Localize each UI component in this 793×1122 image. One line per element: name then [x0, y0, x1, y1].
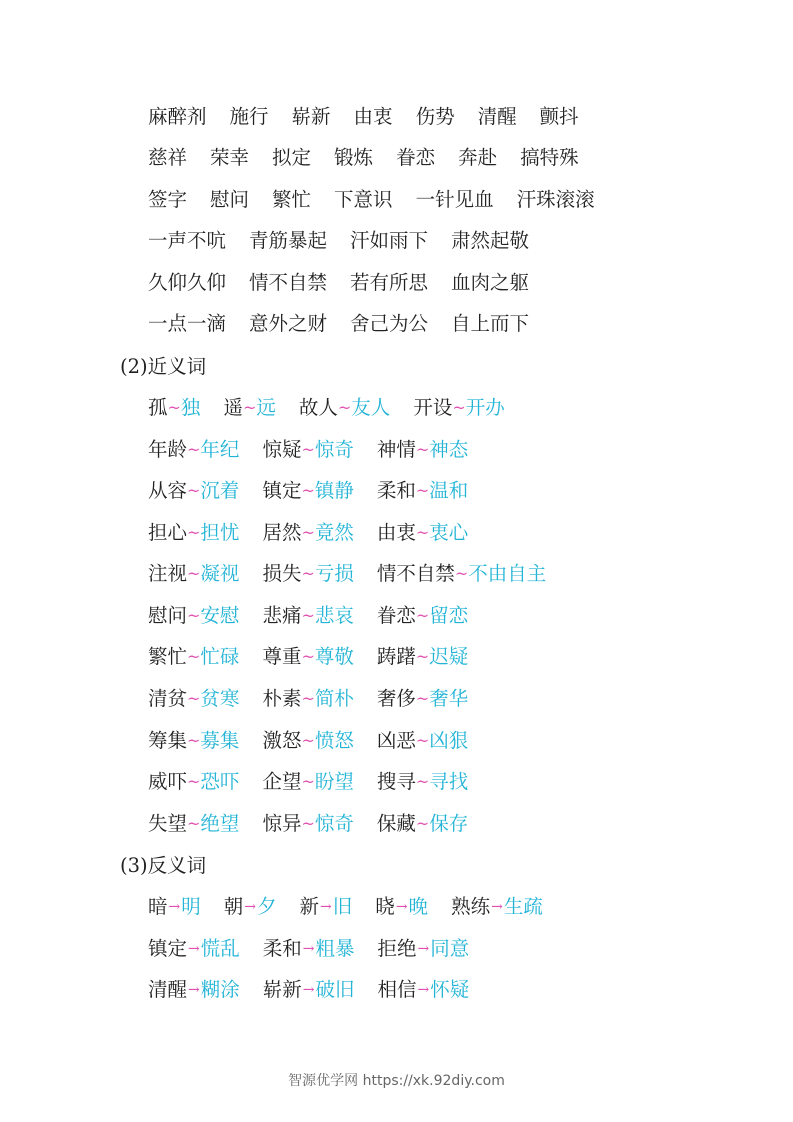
separator: → — [417, 941, 430, 957]
term: 注视 — [148, 562, 188, 585]
term: 暗 — [148, 895, 168, 918]
answer: 惊奇 — [314, 438, 354, 461]
synonyms-pair — [148, 435, 239, 466]
synonyms-pair — [148, 726, 239, 757]
answer: 镇静 — [314, 479, 354, 502]
term: 惊疑 — [262, 438, 302, 461]
synonyms-pair — [377, 767, 468, 798]
answer: 绝望 — [200, 812, 240, 835]
answer: 愤怒 — [314, 729, 354, 752]
vocab-line — [148, 185, 618, 215]
vocab-word: 清醒 — [477, 105, 517, 128]
vocab-word: 青筋暴起 — [249, 229, 328, 252]
synonyms-row — [148, 809, 491, 839]
term: 新 — [299, 895, 320, 918]
separator: → — [302, 941, 315, 957]
antonyms-pair — [451, 892, 543, 924]
separator: ~ — [187, 647, 201, 666]
vocab-word: 血肉之躯 — [451, 271, 530, 294]
separator: ~ — [337, 398, 352, 417]
vocab-word: 由衷 — [353, 105, 393, 128]
answer: 保存 — [429, 812, 469, 835]
separator: ~ — [452, 398, 466, 417]
synonyms-row — [148, 642, 491, 672]
vocab-word: 拟定 — [272, 146, 312, 169]
term: 晓 — [375, 895, 395, 918]
term: 故人 — [298, 396, 338, 419]
term: 居然 — [262, 521, 302, 544]
vocab-word: 一针见血 — [415, 188, 494, 211]
synonyms-pair — [262, 642, 353, 673]
separator: ~ — [415, 814, 430, 833]
term: 孤 — [148, 396, 168, 419]
synonyms-row — [148, 726, 491, 756]
vocab-word: 舍己为公 — [350, 312, 429, 335]
synonyms-pair — [148, 476, 239, 507]
antonyms-pair — [148, 892, 201, 924]
separator: ~ — [187, 814, 201, 833]
synonyms-row — [148, 435, 491, 465]
answer: 担忧 — [200, 521, 240, 544]
antonyms-pair — [148, 934, 240, 966]
synonyms-pair — [262, 518, 353, 549]
answer: 沉着 — [200, 479, 240, 502]
term: 镇定 — [262, 479, 302, 502]
vocab-word: 施行 — [229, 105, 269, 128]
synonyms-pair — [262, 684, 353, 715]
vocab-word: 崭新 — [291, 105, 331, 128]
term: 奢侈 — [376, 687, 416, 710]
synonyms-pair — [377, 435, 468, 466]
separator: ~ — [301, 440, 315, 459]
answer: 神态 — [429, 438, 469, 461]
term: 凶恶 — [376, 729, 416, 752]
answer: 凶狠 — [429, 729, 469, 752]
vocab-word: 慰问 — [210, 188, 250, 211]
synonyms-pair — [377, 476, 468, 507]
synonyms-pair — [413, 393, 504, 424]
separator: → — [188, 941, 200, 957]
synonyms-pair — [148, 393, 200, 424]
separator: ~ — [415, 523, 430, 542]
answer: 温和 — [429, 479, 469, 502]
answer: 开办 — [465, 396, 505, 419]
synonyms-row — [148, 518, 491, 548]
term: 拒绝 — [377, 937, 417, 960]
answer: 远 — [256, 396, 276, 419]
answer: 破旧 — [315, 978, 355, 1001]
separator: ~ — [415, 481, 430, 500]
answer: 衷心 — [429, 521, 469, 544]
separator: → — [302, 982, 315, 998]
vocab-line — [148, 102, 602, 132]
term: 情不自禁 — [376, 562, 455, 585]
separator: ~ — [167, 398, 181, 417]
synonyms-pair — [299, 393, 390, 424]
term: 开设 — [413, 396, 453, 419]
separator: ~ — [301, 647, 315, 666]
term: 筹集 — [148, 729, 188, 752]
vocab-word: 一声不吭 — [148, 229, 227, 252]
antonyms-row — [148, 934, 492, 964]
term: 保藏 — [376, 812, 416, 835]
answer: 生疏 — [503, 895, 543, 918]
answer: 简朴 — [314, 687, 354, 710]
separator: ~ — [415, 440, 430, 459]
separator: ~ — [187, 772, 201, 791]
synonyms-pair — [223, 393, 275, 424]
answer: 晚 — [408, 895, 429, 918]
separator: ~ — [415, 772, 430, 791]
separator: ~ — [187, 731, 201, 750]
vocab-line — [148, 268, 552, 298]
term: 柔和 — [376, 479, 416, 502]
term: 担心 — [148, 521, 188, 544]
separator: → — [188, 982, 200, 998]
answer: 怀疑 — [430, 978, 470, 1001]
answer: 旧 — [332, 895, 353, 918]
term: 清贫 — [148, 687, 188, 710]
vocab-word: 奔赴 — [458, 146, 498, 169]
synonyms-pair — [262, 726, 353, 757]
vocab-word: 久仰久仰 — [148, 271, 227, 294]
separator: ~ — [415, 731, 430, 750]
answer: 恐吓 — [200, 770, 240, 793]
synonyms-heading: (2)近义词 — [120, 355, 207, 378]
answer: 安慰 — [200, 604, 240, 627]
term: 慰问 — [148, 604, 188, 627]
term: 激怒 — [262, 729, 302, 752]
answer: 竟然 — [314, 521, 354, 544]
separator: ~ — [301, 772, 315, 791]
answer: 奢华 — [429, 687, 469, 710]
synonyms-pair — [148, 518, 239, 549]
separator: ~ — [301, 481, 315, 500]
answer: 惊奇 — [314, 812, 354, 835]
synonyms-pair — [148, 601, 239, 632]
separator: ~ — [415, 647, 430, 666]
synonyms-pair — [148, 559, 239, 590]
antonyms-pair — [263, 975, 355, 1007]
separator: ~ — [301, 689, 315, 708]
answer: 年纪 — [200, 438, 240, 461]
answer: 悲哀 — [314, 604, 354, 627]
synonyms-row — [148, 684, 491, 714]
term: 年龄 — [148, 438, 188, 461]
vocab-word: 繁忙 — [272, 188, 312, 211]
term: 从容 — [148, 479, 188, 502]
vocab-word: 慈祥 — [148, 146, 188, 169]
answer: 尊敬 — [314, 645, 354, 668]
answer: 寻找 — [429, 770, 469, 793]
antonyms-pair — [378, 934, 470, 966]
vocab-word: 情不自禁 — [249, 271, 328, 294]
answer: 募集 — [200, 729, 240, 752]
synonyms-pair — [148, 809, 239, 840]
term: 繁忙 — [148, 645, 188, 668]
synonyms-row — [148, 767, 491, 797]
synonyms-pair — [377, 601, 468, 632]
answer: 盼望 — [314, 770, 354, 793]
separator: → — [395, 899, 408, 915]
separator: ~ — [187, 523, 201, 542]
separator: ~ — [415, 689, 430, 708]
answer: 慌乱 — [200, 937, 240, 960]
answer: 同意 — [430, 937, 470, 960]
separator: ~ — [415, 606, 430, 625]
term: 威吓 — [148, 770, 188, 793]
term: 悲痛 — [262, 604, 302, 627]
synonyms-pair — [148, 642, 239, 673]
separator: → — [168, 899, 181, 915]
term: 相信 — [377, 978, 417, 1001]
synonyms-pair — [377, 809, 468, 840]
vocab-word: 自上而下 — [451, 312, 530, 335]
separator: ~ — [301, 814, 315, 833]
separator: ~ — [187, 606, 201, 625]
answer: 友人 — [351, 396, 391, 419]
term: 清醒 — [148, 978, 188, 1001]
answer: 亏损 — [314, 562, 354, 585]
term: 损失 — [262, 562, 302, 585]
term: 尊重 — [262, 645, 302, 668]
answer: 夕 — [257, 895, 277, 918]
term: 踌躇 — [376, 645, 416, 668]
antonyms-pair — [224, 892, 277, 924]
synonyms-pair — [262, 809, 353, 840]
answer: 明 — [181, 895, 201, 918]
vocab-word: 锻炼 — [334, 146, 374, 169]
synonyms-row — [148, 559, 569, 589]
vocab-word: 若有所思 — [350, 271, 429, 294]
vocab-word: 眷恋 — [396, 146, 436, 169]
separator: → — [244, 899, 257, 915]
answer: 凝视 — [200, 562, 240, 585]
separator: ~ — [242, 398, 257, 417]
vocab-word: 汗如雨下 — [350, 229, 429, 252]
term: 镇定 — [148, 937, 188, 960]
separator: ~ — [301, 731, 315, 750]
synonyms-row — [148, 476, 491, 506]
vocab-line — [148, 226, 552, 256]
term: 失望 — [148, 812, 188, 835]
vocab-line — [148, 143, 602, 173]
separator: ~ — [301, 564, 315, 583]
term: 崭新 — [262, 978, 302, 1001]
separator: ~ — [187, 440, 201, 459]
vocab-word: 一点一滴 — [148, 312, 227, 335]
antonyms-pair — [263, 934, 355, 966]
antonyms-row — [148, 975, 492, 1005]
answer: 不由自主 — [468, 562, 547, 585]
answer: 迟疑 — [429, 645, 469, 668]
separator: ~ — [187, 564, 201, 583]
synonyms-pair — [377, 684, 468, 715]
term: 由衷 — [376, 521, 416, 544]
synonyms-pair — [377, 642, 468, 673]
separator: → — [417, 982, 430, 998]
synonyms-row — [148, 393, 528, 423]
term: 神情 — [376, 438, 416, 461]
term: 遥 — [223, 396, 243, 419]
separator: → — [320, 899, 332, 915]
synonyms-pair — [148, 684, 239, 715]
term: 眷恋 — [376, 604, 416, 627]
vocab-word: 麻醉剂 — [148, 105, 207, 128]
antonyms-pair — [375, 892, 428, 924]
answer: 粗暴 — [315, 937, 355, 960]
vocab-word: 意外之财 — [249, 312, 328, 335]
synonyms-pair — [377, 726, 468, 757]
separator: ~ — [301, 606, 315, 625]
synonyms-pair — [377, 559, 546, 590]
vocab-word: 下意识 — [334, 188, 393, 211]
vocab-word: 搞特殊 — [520, 146, 579, 169]
synonyms-row — [148, 601, 491, 631]
answer: 留恋 — [429, 604, 469, 627]
separator: ~ — [454, 564, 469, 583]
vocab-word: 颤抖 — [539, 105, 579, 128]
answer: 忙碌 — [200, 645, 240, 668]
synonyms-pair — [148, 767, 239, 798]
term: 企望 — [262, 770, 302, 793]
term: 朴素 — [262, 687, 302, 710]
vocab-line — [148, 309, 552, 339]
answer: 贫寒 — [200, 687, 240, 710]
vocab-word: 汗珠滚滚 — [516, 188, 595, 211]
term: 惊异 — [262, 812, 302, 835]
synonyms-pair — [262, 476, 353, 507]
separator: ~ — [187, 481, 201, 500]
answer: 糊涂 — [200, 978, 240, 1001]
separator: ~ — [187, 689, 201, 708]
vocab-word: 肃然起敬 — [451, 229, 530, 252]
term: 熟练 — [451, 895, 491, 918]
term: 朝 — [223, 895, 244, 918]
separator: → — [491, 899, 503, 915]
footer-watermark[interactable]: 智源优学网 https://xk.92diy.com — [288, 1073, 505, 1089]
vocab-word: 签字 — [148, 188, 188, 211]
antonyms-heading: (3)反义词 — [120, 854, 207, 877]
vocab-word: 荣幸 — [210, 146, 250, 169]
term: 柔和 — [262, 937, 302, 960]
term: 搜寻 — [376, 770, 416, 793]
separator: ~ — [301, 523, 315, 542]
synonyms-pair — [262, 435, 353, 466]
answer: 独 — [180, 396, 201, 419]
antonyms-pair — [300, 892, 353, 924]
antonyms-row — [148, 892, 566, 922]
antonyms-pair — [378, 975, 470, 1007]
antonyms-pair — [148, 975, 240, 1007]
synonyms-pair — [377, 518, 468, 549]
synonyms-pair — [262, 767, 353, 798]
synonyms-pair — [262, 559, 353, 590]
synonyms-pair — [262, 601, 353, 632]
vocab-word: 伤势 — [415, 105, 455, 128]
